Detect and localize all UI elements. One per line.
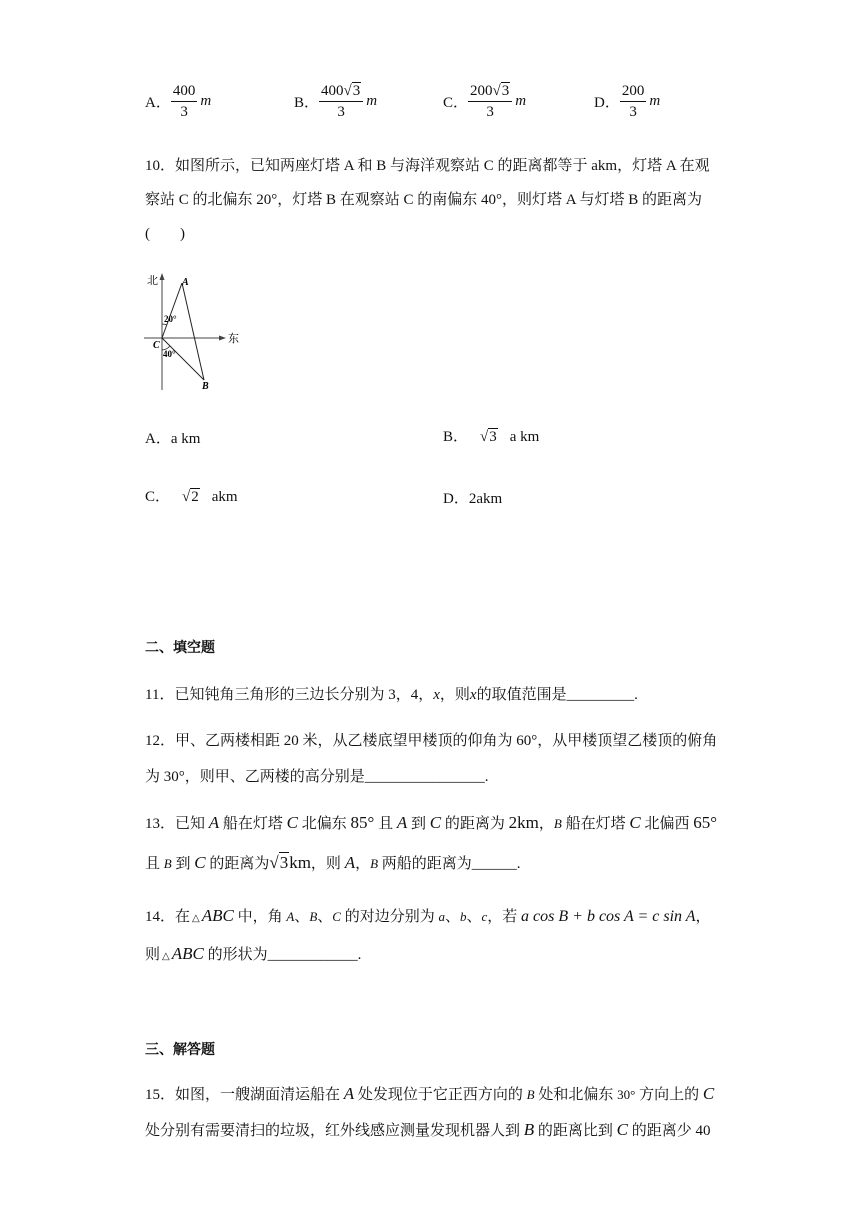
unit: m bbox=[366, 92, 378, 109]
q9-option-d bbox=[594, 80, 660, 122]
equation: a cos B + b cos A = c sin A bbox=[521, 908, 696, 925]
angle-20-label: 20° bbox=[164, 314, 177, 324]
option-label: B． bbox=[443, 429, 469, 445]
q10-figure bbox=[140, 268, 250, 394]
unit: akm bbox=[211, 489, 238, 505]
q9-option-c bbox=[443, 80, 526, 122]
point-c-label: C bbox=[153, 340, 160, 351]
north-label: 北 bbox=[147, 274, 158, 287]
segment-cb bbox=[162, 338, 204, 380]
q10-option-c: C． √2 akm bbox=[145, 489, 238, 505]
q12-text-line2: 为 30°，则甲、乙两楼的高分别是________________. bbox=[145, 769, 489, 785]
q10-option-a: A．a km bbox=[145, 431, 201, 447]
q12-text-line1: 12．甲、乙两楼相距 20 米，从乙楼底望甲楼顶的仰角为 60°，从甲楼顶望乙楼顶的俯角 bbox=[145, 733, 718, 749]
east-label: 东 bbox=[228, 332, 239, 345]
q13-text-line2: 且 B 到 C 的距离为√3km，则 A，B 两船的距离为______. bbox=[145, 853, 521, 872]
fraction: $\frac{200}{3}$ bbox=[621, 82, 645, 120]
q14-text-line2: 则 △ ABC 的形状为____________. bbox=[145, 944, 362, 963]
q15-text-line2: 处分别有需要清扫的垃圾，红外线感应测量发现机器人到 B 的距离比到 C 的距离少 40 bbox=[145, 1120, 711, 1139]
fraction: $\frac{400}{3}$ bbox=[172, 82, 196, 120]
q15-text-line1: 15．如图，一艘湖面清运船在 A 处发现位于它正西方向的 B 处和北偏东 30° 方向上的 C bbox=[145, 1084, 715, 1103]
q10-option-d: D．2akm bbox=[443, 491, 503, 507]
point-b-label: B bbox=[202, 381, 209, 392]
angle-arc-20 bbox=[162, 324, 167, 325]
segment-ab bbox=[182, 283, 204, 380]
east-arrowhead bbox=[219, 336, 226, 341]
q10-text-line1: 10．如图所示，已知两座灯塔 A 和 B 与海洋观察站 C 的距离都等于 akm，灯塔 A 在观 bbox=[145, 158, 710, 174]
unit: m bbox=[515, 92, 527, 109]
fraction: $\frac{200√3}{3}$ bbox=[468, 82, 512, 121]
option-label: D． bbox=[594, 94, 620, 111]
option-label: C． bbox=[145, 489, 171, 505]
option-label: A． bbox=[145, 94, 171, 111]
q9-option-a bbox=[145, 80, 211, 122]
q10-text-line2: 察站 C 的北偏东 20°，灯塔 B 在观察站 C 的南偏东 40°，则灯塔 A 与灯塔 B 的距离为 bbox=[145, 192, 703, 208]
q9-option-b bbox=[294, 80, 377, 122]
section-heading-solutions: 三、解答题 bbox=[145, 1042, 215, 1058]
angle-40-label: 40° bbox=[163, 349, 176, 359]
unit: m bbox=[649, 92, 661, 109]
q11-text: 11．已知钝角三角形的三边长分别为 3，4，x，则x的取值范围是_________. bbox=[145, 687, 638, 703]
q13-text-line1: 13．已知 A 船在灯塔 C 北偏东 85° 且 A 到 C 的距离为 2km，B 船在灯塔 C 北偏西 65° bbox=[145, 813, 718, 832]
unit: m bbox=[200, 92, 212, 109]
q10-answer-bracket: ( ) bbox=[145, 226, 185, 242]
north-arrowhead bbox=[160, 273, 165, 280]
q14-text-line1: 14．在 △ ABC 中，角 A、B、C 的对边分别为 a、b、c，若 a cos B + b cos A = c sin A， bbox=[145, 906, 711, 925]
section-heading-fill-in: 二、填空题 bbox=[145, 640, 215, 656]
q10-option-b: B． √3 a km bbox=[443, 429, 540, 445]
segment-ca bbox=[162, 283, 182, 338]
option-label: C． bbox=[443, 94, 469, 111]
point-a-label: A bbox=[182, 277, 189, 288]
unit: a km bbox=[509, 429, 540, 445]
option-label: B． bbox=[294, 94, 320, 111]
fraction: $\frac{400√3}{3}$ bbox=[319, 82, 363, 121]
